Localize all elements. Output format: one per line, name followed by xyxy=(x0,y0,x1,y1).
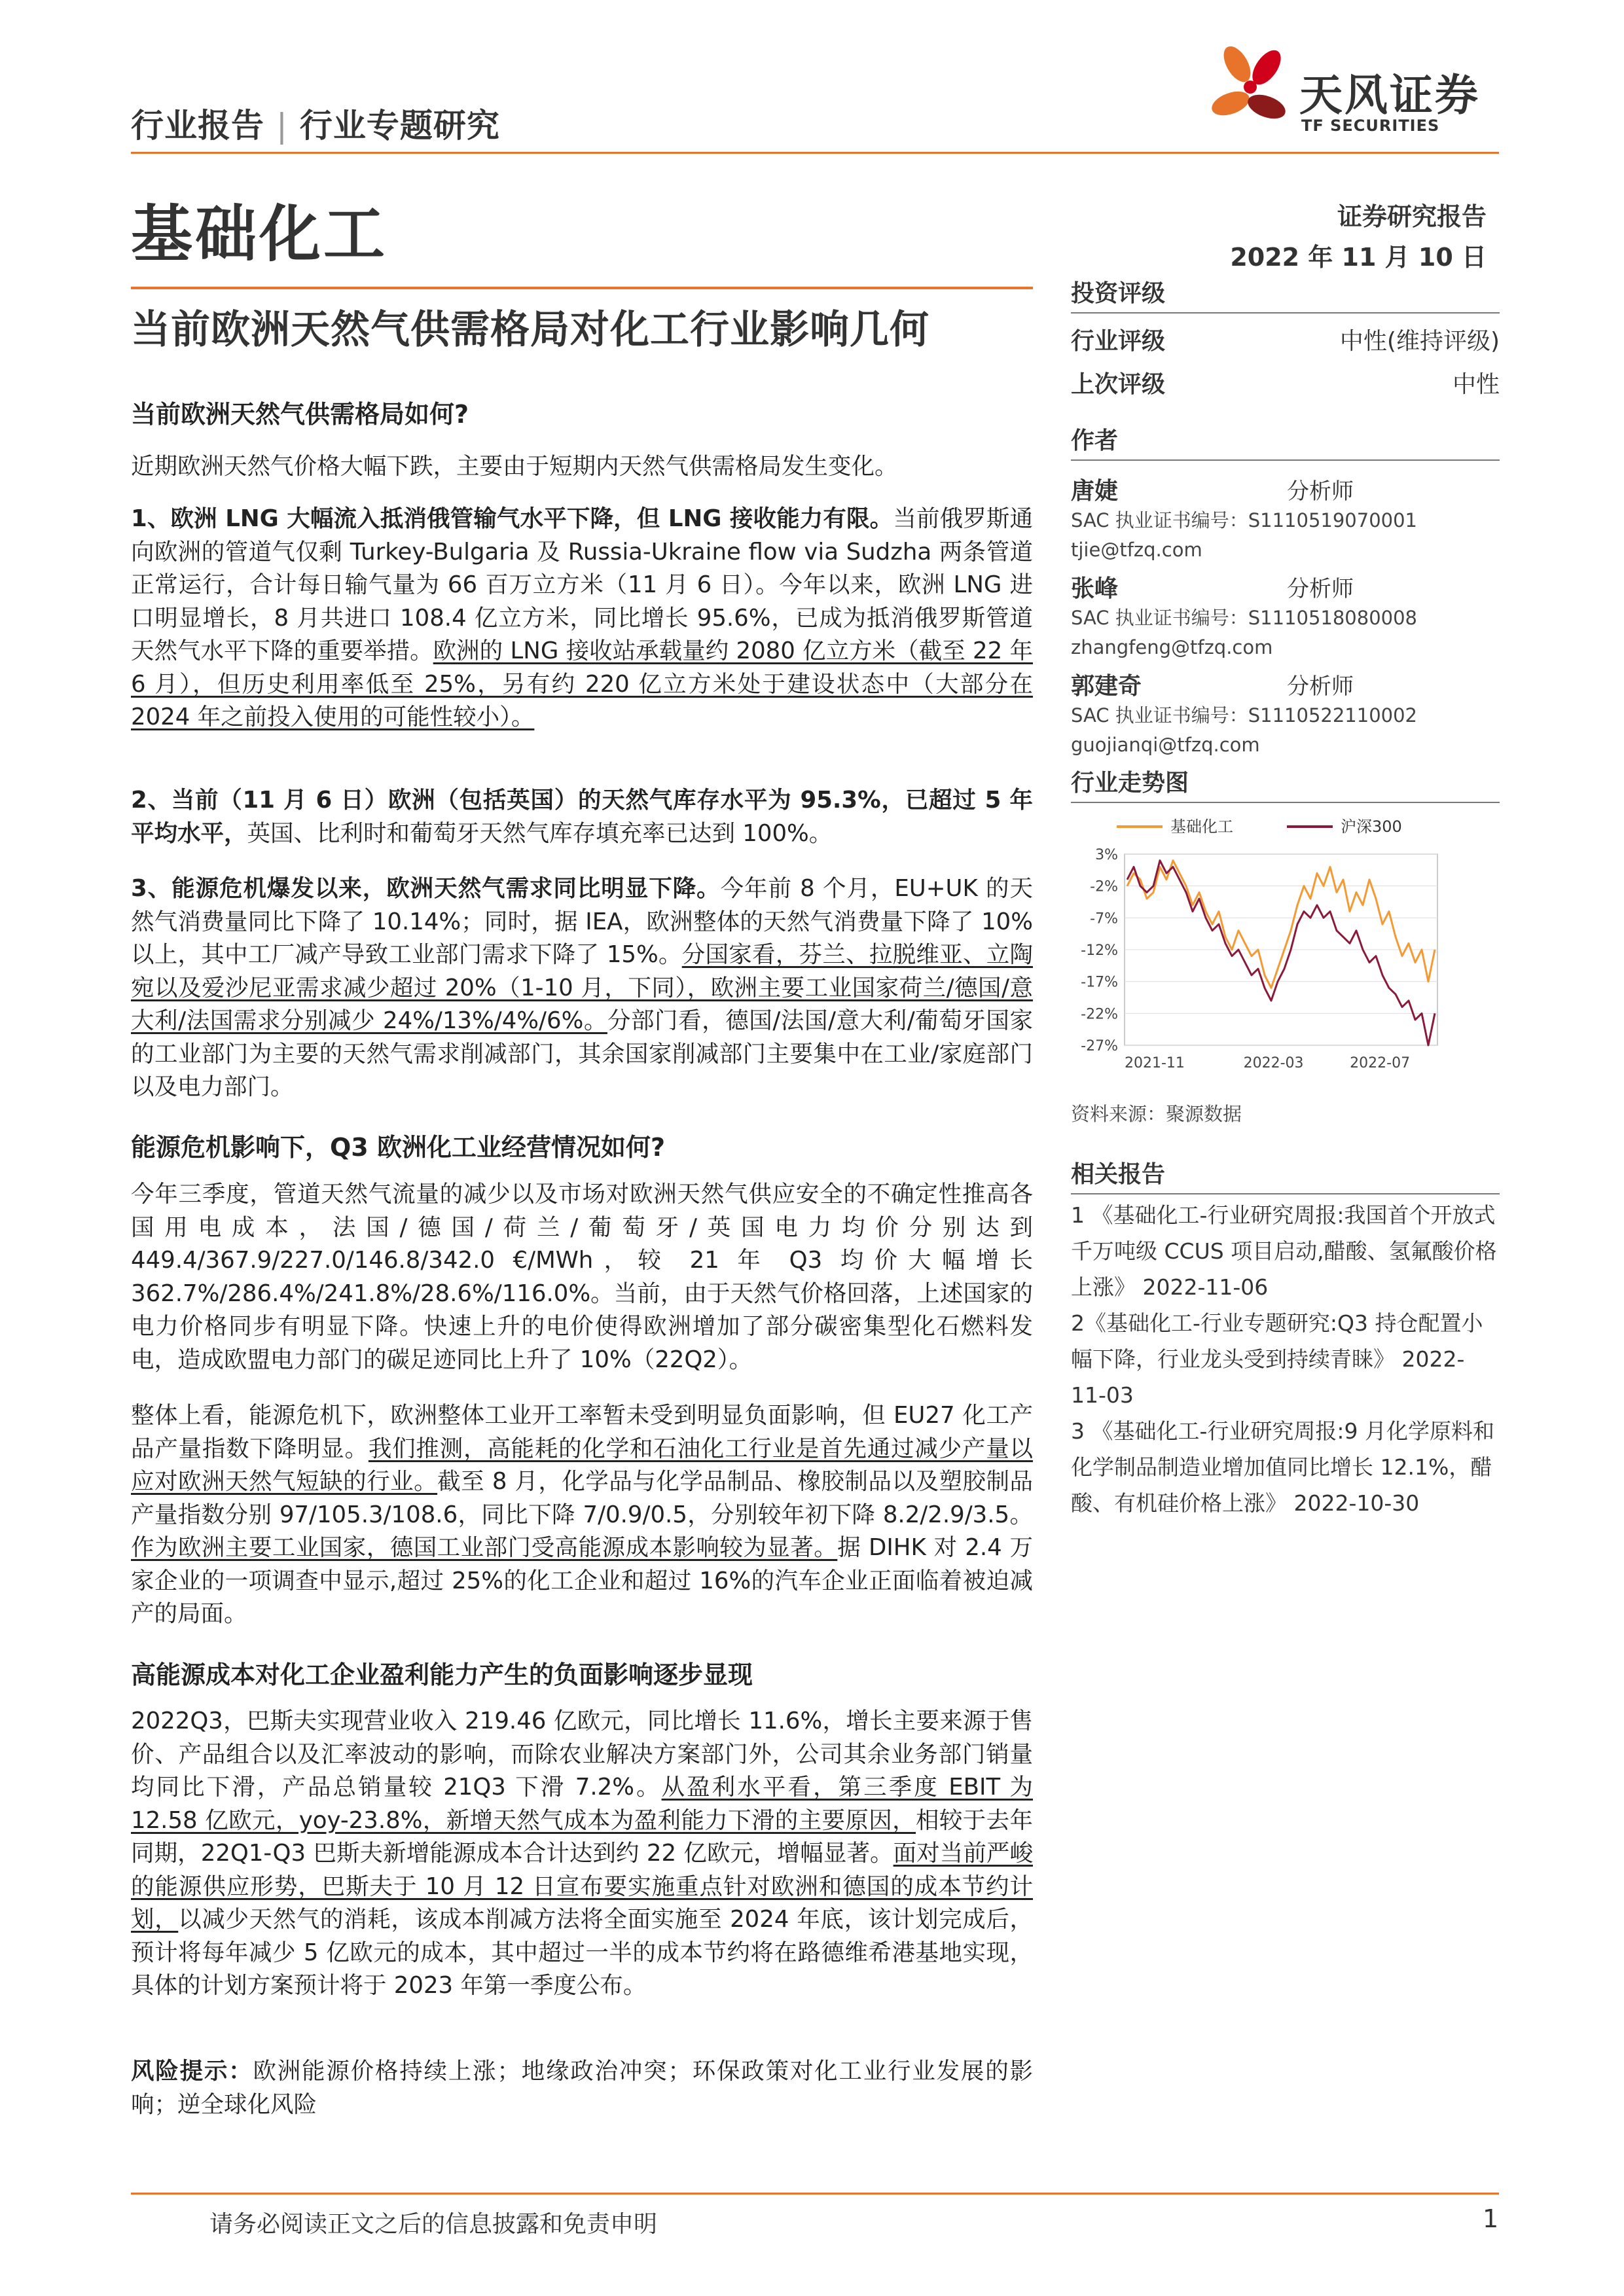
risk-paragraph xyxy=(131,2055,1033,2121)
paragraph-text: 近期欧洲天然气价格大幅下跌，主要由于短期内天然气供需格局发生变化。 xyxy=(131,453,898,480)
trend-title: 行业走势图 xyxy=(1071,764,1500,803)
para-text: 分部门看，德国/法国/意大利/葡萄牙国家的工业部门为主要的天然气需求削减部门，其余国家削减部门主要集中在工业/家庭部门以及电力部门。 xyxy=(131,1007,1033,1100)
category-label: 行业报告 xyxy=(131,107,264,145)
para-text: 相较于去年同期，22Q1-Q3 巴斯夫新增能源成本合计达到约 22 亿欧元，增幅显著。 xyxy=(131,1806,1033,1867)
para-text: 据 DIHK 对 2.4 万家企业的一项调查中显示,超过 25%的化工企业和超过 16%的汽车企业正面临着被迫减产的局面。 xyxy=(131,1534,1033,1627)
paragraph-text: 今年三季度，管道天然气流量的减少以及市场对欧洲天然气供应安全的不确定性推高各国用电成本，法国/德国/荷兰/葡萄牙/英国电力均价分别达到 449.4/367.9/227.0/146.8/342.0 €/MWh，较 21 年 Q3 均价大幅增长 362.7%/286.4%/241.8%/28.6%/116.0%。当前，由于天然气价格回落，上述国家的电力价格同步有明显下降。快速上升的电价使得欧洲增加了部分碳密集型化石燃料发电，造成欧盟电力部门的碳足迹同比上升了 10%（22Q2）。 xyxy=(131,1181,1033,1373)
para-text: 以减少天然气的消耗，该成本削减方法将全面实施至 2024 年底，该计划完成后，预计将每年减少 5 亿欧元的成本，其中超过一半的成本节约将在路德维希港基地实现，具体的计划方案预计将于 2023 年第一季度公布。 xyxy=(131,1906,1033,1999)
rating-value: 中性 xyxy=(1452,370,1500,398)
related-panel xyxy=(1071,1156,1500,1521)
title-divider xyxy=(131,287,1033,289)
author-block xyxy=(1071,668,1500,760)
rating-panel xyxy=(1071,275,1500,404)
y-tick-label: -17% xyxy=(1081,974,1118,991)
rating-label: 行业评级 xyxy=(1071,327,1166,355)
header-divider xyxy=(131,152,1499,154)
para-text: 截至 8 月，化学品与化学品制品、橡胶制品以及塑胶制品产量指数分别 97/105.3/108.6，同比下降 7/0.9/0.5，分别较年初下降 8.2/2.9/3.5。 xyxy=(131,1468,1033,1528)
author-role: 分析师 xyxy=(1287,478,1354,505)
main-title: 当前欧洲天然气供需格局对化工行业影响几何 xyxy=(131,307,929,353)
para-lead: 3、能源危机爆发以来，欧洲天然气需求同比明显下降。 xyxy=(131,875,721,902)
rating-value: 中性(维持评级) xyxy=(1339,327,1500,355)
para-underlined: 我们推测，高能耗的化学和石油化工行业是首先通过减少产量以应对欧洲天然气短缺的行业。 xyxy=(131,1435,1033,1495)
author-role: 分析师 xyxy=(1287,576,1354,602)
y-tick-label: -22% xyxy=(1081,1006,1118,1023)
paragraph xyxy=(131,1178,1033,1376)
risk-label: 风险提示： xyxy=(131,2058,253,2085)
trend-panel xyxy=(1071,764,1500,803)
legend-label: 基础化工 xyxy=(1170,817,1233,836)
risk-text: 欧洲能源价格持续上涨；地缘政治冲突；环保政策对化工业行业发展的影响；逆全球化风险 xyxy=(131,2058,1033,2118)
footer-divider xyxy=(131,2193,1499,2195)
author-cert: SAC 执业证书编号：S1110518080008 xyxy=(1071,607,1418,629)
legend-label: 沪深300 xyxy=(1341,817,1402,836)
para-underlined: 面对当前严峻的能源供应形势，巴斯夫于 10 月 12 日宣布要实施重点针对欧洲和德国的成本节约计划， xyxy=(131,1840,1033,1933)
related-report-item[interactable]: 2《基础化工-行业专题研究:Q3 持仓配置小幅下降，行业龙头受到持续青睐》 2022-11-03 xyxy=(1071,1310,1483,1408)
para-lead: 2、当前（11 月 6 日）欧洲（包括英国）的天然气库存水平为 95.3%，已超过 5 年平均水平， xyxy=(131,787,1033,847)
rating-row-previous xyxy=(1071,361,1500,404)
report-type: 证券研究报告 xyxy=(1337,202,1487,231)
paragraph xyxy=(131,784,1033,850)
section-title: 能源危机影响下，Q3 欧洲化工业经营情况如何? xyxy=(131,1133,666,1162)
author-role: 分析师 xyxy=(1287,673,1354,700)
related-report-item[interactable]: 3 《基础化工-行业研究周报:9 月化学原料和化学制品制造业增加值同比增长 12.1%，醋酸、有机硅价格上涨》 2022-10-30 xyxy=(1071,1418,1494,1516)
author-name: 郭建奇 xyxy=(1071,673,1142,700)
paragraph xyxy=(131,1705,1033,2003)
y-tick-label: -12% xyxy=(1081,942,1118,959)
author-name: 张峰 xyxy=(1071,575,1119,602)
section-title: 当前欧洲天然气供需格局如何? xyxy=(131,400,469,429)
para-underlined: 分国家看，芬兰、拉脱维亚、立陶宛以及爱沙尼亚需求减少超过 20%（1-10 月，下同），欧洲主要工业国家荷兰/德国/意大利/法国需求分别减少 24%/13%/4%/6%。 xyxy=(131,941,1033,1034)
x-tick-label: 2022-03 xyxy=(1243,1055,1304,1071)
footer-disclaimer[interactable]: 请务必阅读正文之后的信息披露和免责申明 xyxy=(209,2211,658,2238)
logo-petals-icon xyxy=(1204,38,1296,143)
y-tick-label: -27% xyxy=(1081,1038,1118,1054)
author-cert: SAC 执业证书编号：S1110522110002 xyxy=(1071,704,1418,726)
author-name: 唐婕 xyxy=(1071,478,1119,505)
para-text: 整体上看，能源危机下，欧洲整体工业开工率暂未受到明显负面影响，但 EU27 化工产品产量指数下降明显。 xyxy=(131,1402,1033,1462)
para-text: 当前俄罗斯通向欧洲的管道气仅剩 Turkey-Bulgaria 及 Russia-Ukraine flow via Sudzha 两条管道正常运行，合计每日输气量为 66 百万立方米（11 月 6 日）。今年以来，欧洲 LNG 进口明显增长，8 月共进口 108.4 亿立方米，同比增长 95.6%，已成为抵消俄罗斯管道天然气水平下降的重要举措。 xyxy=(131,505,1033,664)
author-block xyxy=(1071,570,1500,662)
section-title: 高能源成本对化工企业盈利能力产生的负面影响逐步显现 xyxy=(131,1660,753,1689)
author-email: guojianqi@tfzq.com xyxy=(1071,734,1260,756)
page-number: 1 xyxy=(1483,2204,1499,2233)
trend-chart xyxy=(1071,808,1500,1083)
authors-panel xyxy=(1071,422,1500,760)
subcategory-label: 行业专题研究 xyxy=(299,107,500,145)
para-text: 英国、比利时和葡萄牙天然气库存填充率已达到 100%。 xyxy=(247,819,833,847)
paragraph xyxy=(131,450,1033,484)
category-separator: | xyxy=(276,107,288,145)
rating-title: 投资评级 xyxy=(1071,275,1500,314)
series-line xyxy=(1127,861,1435,988)
author-block xyxy=(1071,473,1500,565)
paragraph xyxy=(131,872,1033,1104)
report-category xyxy=(131,99,500,147)
para-text: 今年前 8 个月，EU+UK 的天然气消费量同比下降了 10.14%；同时，据 IEA，欧洲整体的天然气消费量下降了 10%以上，其中工厂减产导致工业部门需求下降了 15%。 xyxy=(131,875,1033,968)
x-tick-label: 2022-07 xyxy=(1350,1055,1411,1071)
paragraph xyxy=(131,1399,1033,1631)
para-underlined: 欧洲的 LNG 接收站承载量约 2080 亿立方米（截至 22 年 6 月），但历史利用率低至 25%，另有约 220 亿立方米处于建设状态中（大部分在 2024 年之前投入使用的可能性较小）。 xyxy=(131,637,1033,730)
para-underlined: 从盈利水平看，第三季度 EBIT 为 12.58 亿欧元，yoy-23.8%，新增天然气成本为盈利能力下滑的主要原因， xyxy=(131,1774,1033,1834)
author-cert: SAC 执业证书编号：S1110519070001 xyxy=(1071,509,1418,531)
logo-text-en: TF SECURITIES xyxy=(1301,117,1440,135)
para-text: 2022Q3，巴斯夫实现营业收入 219.46 亿欧元，同比增长 11.6%，增长主要来源于售价、产品组合以及汇率波动的影响，而除农业解决方案部门外，公司其余业务部门销量均同比下滑，产品总销量较 21Q3 下滑 7.2%。 xyxy=(131,1708,1033,1801)
chart-source: 资料来源：聚源数据 xyxy=(1071,1103,1242,1125)
author-email: zhangfeng@tfzq.com xyxy=(1071,636,1273,658)
para-lead: 1、欧洲 LNG 大幅流入抵消俄管输气水平下降，但 LNG 接收能力有限。 xyxy=(131,505,893,532)
rating-row-industry xyxy=(1071,317,1500,361)
author-email: tjie@tfzq.com xyxy=(1071,539,1202,561)
y-tick-label: 3% xyxy=(1095,847,1118,863)
x-tick-label: 2021-11 xyxy=(1125,1055,1185,1071)
y-tick-label: -7% xyxy=(1090,910,1118,927)
report-date: 2022 年 11 月 10 日 xyxy=(1230,243,1487,272)
sector-title: 基础化工 xyxy=(131,199,388,270)
authors-title: 作者 xyxy=(1071,422,1500,461)
series-line xyxy=(1127,861,1435,1045)
logo-text-cn: 天风证券 xyxy=(1299,70,1480,120)
paragraph xyxy=(131,503,1033,734)
related-title: 相关报告 xyxy=(1071,1156,1500,1194)
y-tick-label: -2% xyxy=(1090,878,1118,895)
related-report-item[interactable]: 1 《基础化工-行业研究周报:我国首个开放式千万吨级 CCUS 项目启动,醋酸、氢氟酸价格上涨》 2022-11-06 xyxy=(1071,1202,1497,1300)
rating-label: 上次评级 xyxy=(1071,370,1166,398)
para-underlined: 作为欧洲主要工业国家，德国工业部门受高能源成本影响较为显著。 xyxy=(131,1534,838,1561)
